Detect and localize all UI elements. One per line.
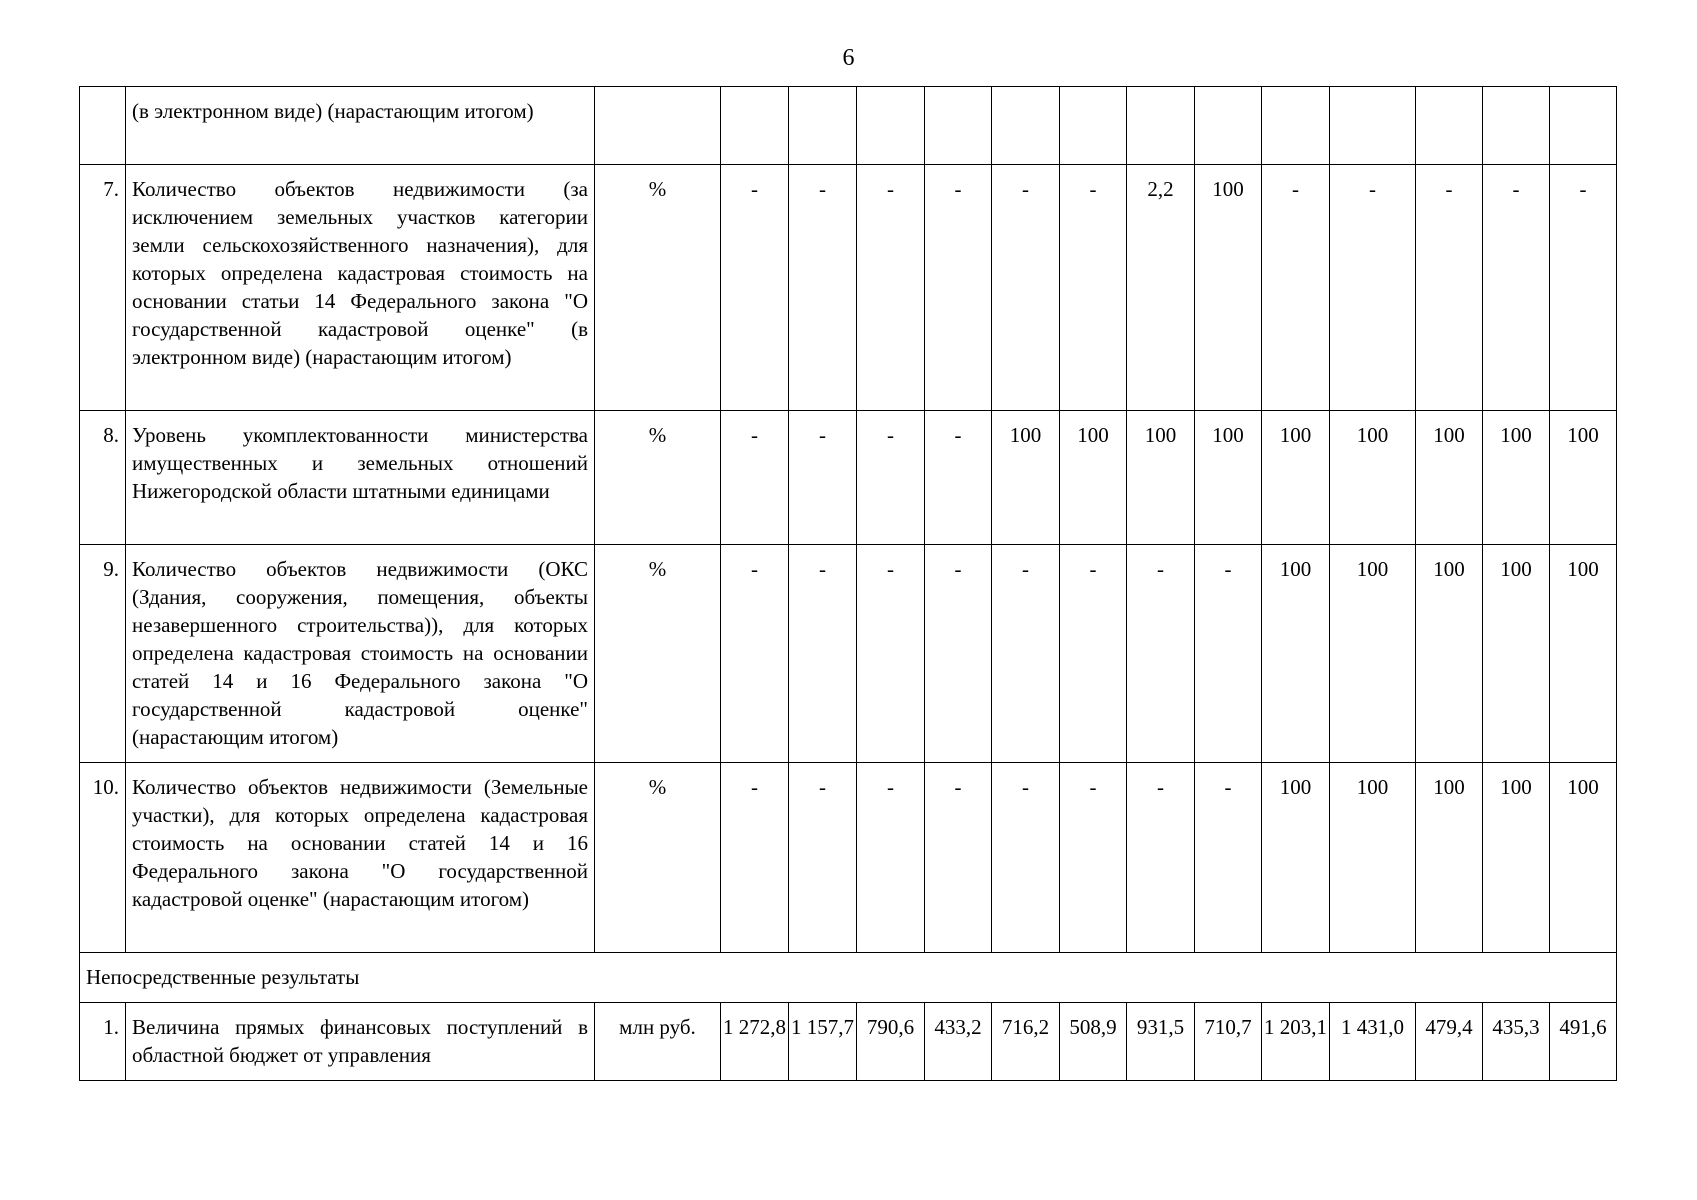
value-cell: - (1330, 165, 1416, 411)
value-cell: 710,7 (1195, 1003, 1262, 1081)
value-cell: - (789, 763, 857, 953)
value-cell: 1 203,1 (1262, 1003, 1330, 1081)
unit-cell: % (595, 545, 721, 763)
value-cell: 100 (1330, 545, 1416, 763)
value-cell: - (1416, 165, 1483, 411)
value-cell (789, 87, 857, 165)
indicator-name: (в электронном виде) (нарастающим итогом) (126, 87, 595, 165)
indicator-name: Величина прямых финансовых поступлений в областной бюджет от управления (126, 1003, 595, 1081)
value-cell: 790,6 (857, 1003, 925, 1081)
value-cell: 2,2 (1127, 165, 1195, 411)
value-cell: 100 (1416, 763, 1483, 953)
value-cell: 100 (1195, 165, 1262, 411)
row-number: 10. (80, 763, 126, 953)
table-row (80, 763, 1617, 953)
value-cell: - (1195, 763, 1262, 953)
value-cell: 100 (1483, 763, 1550, 953)
value-cell: - (721, 545, 789, 763)
value-cell: - (1060, 763, 1127, 953)
value-cell: - (789, 165, 857, 411)
value-cell: 716,2 (992, 1003, 1060, 1081)
row-number: 7. (80, 165, 126, 411)
value-cell: 100 (992, 411, 1060, 545)
value-cell: 479,4 (1416, 1003, 1483, 1081)
value-cell: 1 157,7 (789, 1003, 857, 1081)
value-cell: - (857, 411, 925, 545)
value-cell: 1 431,0 (1330, 1003, 1416, 1081)
value-cell: 508,9 (1060, 1003, 1127, 1081)
table-row (80, 411, 1617, 545)
section-title: Непосредственные результаты (80, 953, 1617, 1003)
value-cell: - (789, 545, 857, 763)
value-cell: 100 (1330, 411, 1416, 545)
value-cell: 491,6 (1550, 1003, 1617, 1081)
value-cell (992, 87, 1060, 165)
value-cell: - (1550, 165, 1617, 411)
value-cell: - (925, 763, 992, 953)
section-row (80, 953, 1617, 1003)
table-row (80, 165, 1617, 411)
table-row (80, 545, 1617, 763)
value-cell: - (857, 763, 925, 953)
value-cell (925, 87, 992, 165)
page-number: 6 (842, 45, 855, 71)
value-cell: - (925, 165, 992, 411)
indicator-name: Уровень укомплектованности министерства имущественных и земельных отношений Нижегородской области штатными единицами (126, 411, 595, 545)
unit-cell: млн руб. (595, 1003, 721, 1081)
value-cell: 100 (1060, 411, 1127, 545)
value-cell: - (1060, 165, 1127, 411)
value-cell (1262, 87, 1330, 165)
value-cell: - (1195, 545, 1262, 763)
value-cell (857, 87, 925, 165)
value-cell: 100 (1330, 763, 1416, 953)
value-cell: 100 (1127, 411, 1195, 545)
table-body (80, 87, 1617, 1081)
table-row (80, 87, 1617, 165)
value-cell: 100 (1195, 411, 1262, 545)
indicator-name: Количество объектов недвижимости (Земельные участки), для которых определена кадастровая стоимость на основании статей 14 и 16 Федерального закона "О государственной кадастровой оценке" (нарастающим итогом) (126, 763, 595, 953)
value-cell: 100 (1262, 763, 1330, 953)
value-cell: 100 (1416, 411, 1483, 545)
row-number (80, 87, 126, 165)
indicator-name: Количество объектов недвижимости (за исключением земельных участков категории земли сельскохозяйственного назначения), для которых определена кадастровая стоимость на основании статьи 14 Федерального закона "О государственной кадастровой оценке" (в электронном виде) (нарастающим итогом) (126, 165, 595, 411)
value-cell: - (1060, 545, 1127, 763)
unit-cell (595, 87, 721, 165)
value-cell: 1 272,8 (721, 1003, 789, 1081)
unit-cell: % (595, 411, 721, 545)
value-cell: - (857, 165, 925, 411)
value-cell: 100 (1262, 411, 1330, 545)
value-cell: 100 (1416, 545, 1483, 763)
value-cell (1483, 87, 1550, 165)
value-cell: - (789, 411, 857, 545)
value-cell: 100 (1550, 763, 1617, 953)
row-number: 8. (80, 411, 126, 545)
row-number: 1. (80, 1003, 126, 1081)
unit-cell: % (595, 165, 721, 411)
value-cell (1330, 87, 1416, 165)
value-cell (1195, 87, 1262, 165)
value-cell: 433,2 (925, 1003, 992, 1081)
value-cell: 100 (1550, 411, 1617, 545)
value-cell (721, 87, 789, 165)
value-cell (1550, 87, 1617, 165)
value-cell: - (721, 165, 789, 411)
value-cell: - (1262, 165, 1330, 411)
value-cell: - (992, 165, 1060, 411)
value-cell: - (721, 763, 789, 953)
value-cell: 435,3 (1483, 1003, 1550, 1081)
value-cell: 100 (1262, 545, 1330, 763)
value-cell: - (925, 411, 992, 545)
unit-cell: % (595, 763, 721, 953)
indicator-name: Количество объектов недвижимости (ОКС (Здания, сооружения, помещения, объекты незавершенного строительства)), для которых определена кадастровая стоимость на основании статей 14 и 16 Федерального закона "О государственной кадастровой оценке" (нарастающим итогом) (126, 545, 595, 763)
row-number: 9. (80, 545, 126, 763)
value-cell: - (1483, 165, 1550, 411)
value-cell: 931,5 (1127, 1003, 1195, 1081)
value-cell: - (992, 545, 1060, 763)
value-cell: - (992, 763, 1060, 953)
value-cell (1416, 87, 1483, 165)
indicators-table (79, 86, 1617, 1081)
value-cell: - (721, 411, 789, 545)
value-cell: - (925, 545, 992, 763)
value-cell: - (1127, 763, 1195, 953)
value-cell (1060, 87, 1127, 165)
value-cell: 100 (1550, 545, 1617, 763)
value-cell: 100 (1483, 545, 1550, 763)
value-cell: - (1127, 545, 1195, 763)
value-cell: 100 (1483, 411, 1550, 545)
value-cell: - (857, 545, 925, 763)
value-cell (1127, 87, 1195, 165)
table-row (80, 1003, 1617, 1081)
